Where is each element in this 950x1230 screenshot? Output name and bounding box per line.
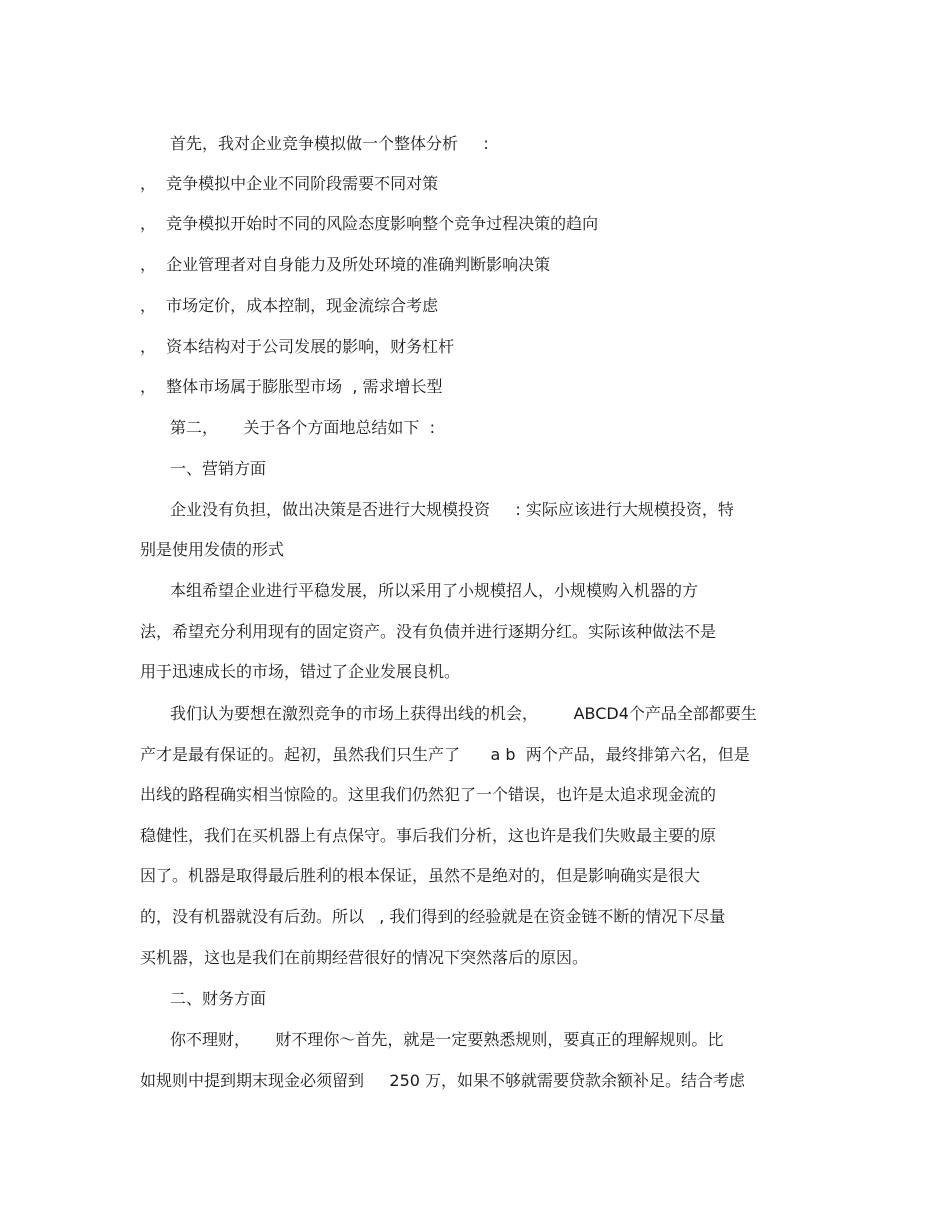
paragraph-line: 企业没有负担，做出决策是否进行大规模投资 : 实际应该进行大规模投资，特 <box>170 500 734 519</box>
paragraph-line: 我们认为要想在激烈竞争的市场上获得出线的机会， ABCD4个产品全部都要生 <box>170 704 757 723</box>
paragraph-line: 的，没有机器就没有后劲。所以 , 我们得到的经验就是在资金链不断的情况下尽量 <box>140 907 726 926</box>
paragraph-line: 出线的路程确实相当惊险的。这里我们仍然犯了一个错误，也许是太追求现金流的 <box>140 785 717 804</box>
bullet-line: ， 整体市场属于膨胀型市场 , 需求增长型 <box>140 377 443 396</box>
paragraph-line: 你不理财， 财不理你～首先，就是一定要熟悉规则，要真正的理解规则。比 <box>170 1030 724 1049</box>
section-heading-finance: 二、财务方面 <box>170 989 267 1008</box>
bullet-line: ， 企业管理者对自身能力及所处环境的准确判断影响决策 <box>140 255 551 274</box>
bullet-line: ， 市场定价，成本控制，现金流综合考虑 <box>140 296 439 315</box>
bullet-line: ， 资本结构对于公司发展的影响，财务杠杆 <box>140 337 455 356</box>
section-heading-marketing: 一、营销方面 <box>170 459 267 478</box>
bullet-line: ， 竞争模拟开始时不同的风险态度影响整个竞争过程决策的趋向 <box>140 214 599 233</box>
paragraph-line: 因了。机器是取得最后胜利的根本保证，虽然不是绝对的，但是影响确实是很大 <box>140 866 701 885</box>
section-intro: 第二， 关于各个方面地总结如下 : <box>170 418 435 437</box>
bullet-line: ， 竞争模拟中企业不同阶段需要不同对策 <box>140 174 439 193</box>
paragraph-line: 如规则中提到期末现金必须留到 250 万，如果不够就需要贷款余额补足。结合考虑 <box>140 1071 746 1090</box>
paragraph-line: 用于迅速成长的市场，错过了企业发展良机。 <box>140 662 461 681</box>
paragraph-line: 法，希望充分利用现有的固定资产。没有负债并进行逐期分红。实际该种做法不是 <box>140 622 717 641</box>
paragraph-line: 稳健性，我们在买机器上有点保守。事后我们分析，这也许是我们失败最主要的原 <box>140 826 717 845</box>
paragraph-line: 本组希望企业进行平稳发展，所以采用了小规模招人，小规模购入机器的方 <box>170 581 699 600</box>
paragraph-line: 买机器，这也是我们在前期经营很好的情况下突然落后的原因。 <box>140 948 589 967</box>
intro-line: 首先，我对企业竞争模拟做一个整体分析 : <box>170 134 489 153</box>
paragraph-line: 别是使用发债的形式 <box>140 540 285 559</box>
paragraph-line: 产才是最有保证的。起初，虽然我们只生产了 a b 两个产品，最终排第六名，但是 <box>140 745 750 764</box>
